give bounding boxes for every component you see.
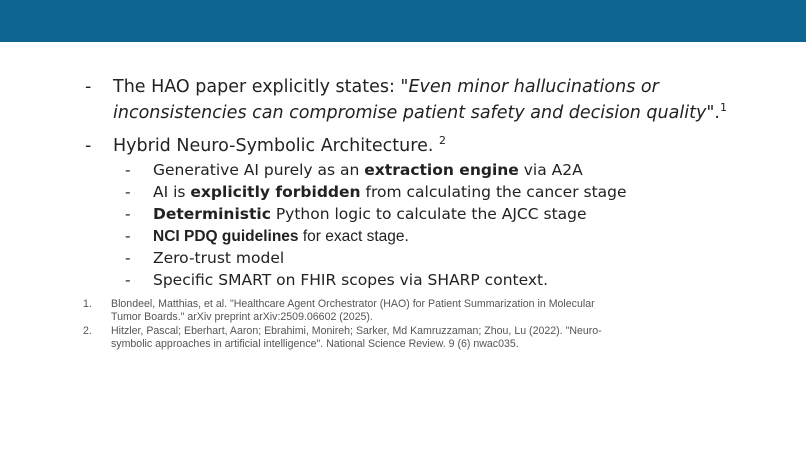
quote-tail: ". <box>706 103 720 123</box>
sub-bullet-bold: extraction engine <box>364 161 519 179</box>
sub-bullet-post: Python logic to calculate the AJCC stage <box>270 205 587 223</box>
bullet-heading-text: Hybrid Neuro-Symbolic Architecture. <box>113 136 439 156</box>
sub-bullet-dash: - <box>125 161 131 179</box>
sub-bullet-dash: - <box>125 271 131 289</box>
sub-bullet-post: from calculating the cancer stage <box>360 183 627 201</box>
footnote-ref-2: 2 <box>438 134 446 148</box>
reference-number: 2. <box>83 324 92 337</box>
sub-bullet-post: via A2A <box>518 161 583 179</box>
sub-bullet-pre: Generative AI purely as an <box>153 161 365 179</box>
sub-bullet-post: Zero-trust model <box>153 249 285 267</box>
bullet-dash: - <box>85 77 92 97</box>
sub-bullet-bold: explicitly forbidden <box>190 183 361 201</box>
reference-text: Hitzler, Pascal; Eberhart, Aaron; Ebrahimi, Monireh; Sarker, Md Kamruzzaman; Zhou, Lu (2022). "Neuro-symbolic approaches in artificial intelligence". National Science Review. 9 (6) nwac035. <box>111 324 602 351</box>
reference-item <box>83 325 603 352</box>
sub-bullet-dash: - <box>125 227 131 245</box>
sub-bullet-bold: Deterministic <box>153 205 271 223</box>
reference-text: Blondeel, Matthias, et al. "Healthcare Agent Orchestrator (HAO) for Patient Summarization in Molecular Tumor Boards." arXiv preprint arXiv:2509.06602 (2025). <box>111 298 595 324</box>
reference-number: 1. <box>83 298 92 310</box>
footnote-ref-1: 1 <box>719 101 727 115</box>
bullet-dash: - <box>85 136 92 156</box>
references-list <box>83 298 603 352</box>
sub-bullet-dash: - <box>125 205 131 223</box>
sub-bullet-dash: - <box>125 183 131 201</box>
sub-bullet-post: Specific SMART on FHIR scopes via SHARP context. <box>153 271 549 289</box>
sub-bullet-dash: - <box>125 249 131 267</box>
sub-bullet-bold: NCI PDQ guidelines <box>153 228 299 245</box>
bullet-lead-text: The HAO paper explicitly states: " <box>113 77 409 97</box>
quote-text: Even minor hallucinations or inconsistencies can compromise patient safety and decision quality <box>113 77 707 123</box>
sub-bullet-post: for exact stage. <box>298 228 409 245</box>
sub-bullet-pre: AI is <box>153 183 191 201</box>
reference-item <box>83 298 603 325</box>
